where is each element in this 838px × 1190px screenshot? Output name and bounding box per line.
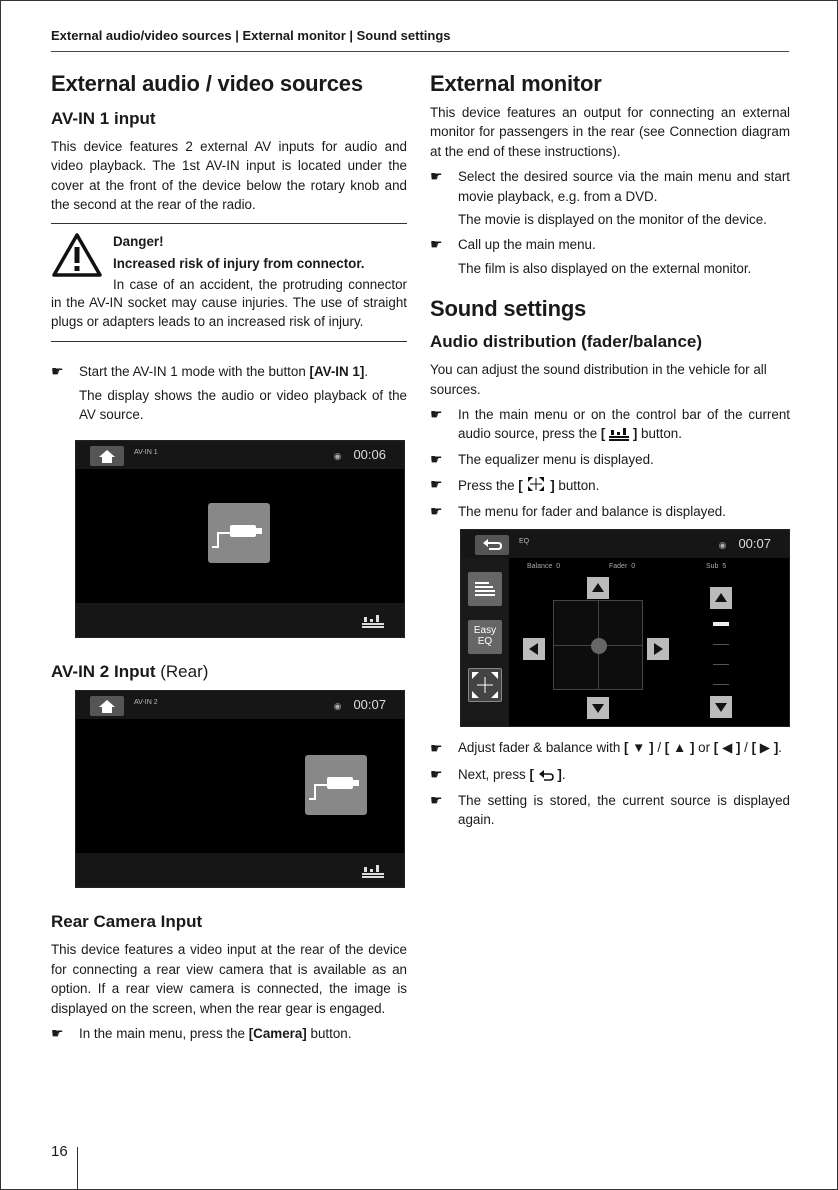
step-text: The equalizer menu is displayed. [458,451,654,467]
arrow-down-icon [710,696,732,718]
step-text-end: . [561,767,566,783]
screen-clock [719,536,771,551]
external-monitor-heading: External monitor [430,71,602,96]
step-text: The setting is stored, the current source is displayed again. [458,792,790,827]
sub-readout: Sub 5 [706,563,727,571]
av-source-icon [305,755,367,815]
sub-down-button[interactable] [710,696,732,718]
step-press-eq: ☛ In the main menu or on the control bar of the current audio source, press the [ ] button. [430,406,790,442]
step-select-source [430,167,790,206]
screen-menu-label: EQ [519,538,530,546]
fader-balance-screen [460,529,790,727]
step-text-end: button. [554,478,600,494]
fader-down-button[interactable] [587,697,609,719]
back-arrow-icon [475,535,509,555]
screen-clock [334,697,386,712]
step-main-menu [430,235,790,254]
fader-readout: Fader 0 [609,563,636,571]
audio-distribution-title: Audio distribution (fader/balance) [430,332,703,352]
balance-position-marker[interactable] [591,638,607,654]
pointing-hand-icon: ☛ [430,791,443,808]
warning-triangle-icon [51,232,103,278]
rear-camera-paragraph: This device features a video input at the rear of the device for connecting a rear view camera that is available as an option. If a rear view camera is connected, the image is displayed on the screen, when the rear gear is engaged. [51,942,407,1016]
av-source-icon [208,503,270,563]
step-text-end: button. [306,1025,352,1041]
step-stored [430,791,790,830]
home-icon [90,696,124,716]
back-arrow-icon [538,770,554,782]
screen-source-label: AV-IN 1 [134,449,158,457]
clock-text: 00:07 [738,536,771,552]
fader-balance-icon [469,669,501,701]
arrow-up-icon [587,577,609,599]
danger-warning-box [51,223,407,343]
step-fader-displayed [430,502,790,521]
screen-bottom-bar [76,853,404,887]
clock-icon: ◉ [718,540,727,551]
pointing-hand-icon: ☛ [51,1024,64,1041]
screen-side-panel [461,558,509,726]
equalizer-icon [468,572,502,606]
pointing-hand-icon: ☛ [430,450,443,467]
sub-level-slider[interactable] [713,614,729,692]
home-icon [90,446,124,466]
step-text: Call up the main menu. [458,237,596,253]
balance-readout: Balance 0 [527,563,561,571]
avin2-title-light: (Rear) [155,662,209,682]
step-text: Press the [458,478,519,494]
step-text: Start the AV-IN 1 mode with the button [79,364,310,380]
avin2-screen [75,690,405,888]
easy-eq-label-1: Easy [473,625,497,637]
eq-menu-button[interactable] [468,572,502,606]
equalizer-icon [609,428,629,441]
header-rule [51,51,789,52]
screen-bottom-bar [76,603,404,637]
external-monitor-paragraph: This device features an output for connecting an external monitor for passengers in the rear (see Connection diagram at the end of these instructions). [430,105,790,159]
pointing-hand-icon: ☛ [430,236,443,253]
arrow-down-icon [587,697,609,719]
screen-top-bar [76,441,404,469]
fader-balance-grid[interactable] [553,600,643,690]
pointing-hand-icon: ☛ [430,476,443,493]
clock-icon: ◉ [333,451,342,462]
left-column [51,71,407,1043]
result-movie-displayed: The movie is displayed on the monitor of the device. [458,212,767,228]
page-number: 16 [51,1143,68,1160]
easy-eq-label-2: EQ [477,636,493,648]
avin2-title [51,662,407,682]
step-text: In the main menu, press the [79,1025,249,1041]
warning-title: Danger! [113,233,164,249]
fader-balance-button[interactable] [468,668,502,702]
step-text: Adjust fader & balance with [458,740,624,756]
easy-eq-button[interactable] [468,620,502,654]
fader-up-button[interactable] [587,577,609,599]
step-text-end: . [364,364,369,380]
home-button[interactable] [90,696,124,716]
avin1-paragraph: This device features 2 external AV inputs for audio and video playback. The 1st AV-IN input is located under the cover at the front of the device below the rotary knob and the second at the rear of the radio. [51,139,407,213]
pointing-hand-icon: ☛ [430,406,443,423]
pointing-hand-icon: ☛ [430,766,443,783]
pointing-hand-icon: ☛ [430,502,443,519]
step-text: In the main menu or on the control bar of the current audio source, press the [458,407,790,442]
step-adjust: ☛ Adjust fader & balance with [ ▼ ] / [ ▲ ] or [ ◀ ] / [ ▶ ]. [430,737,790,759]
avin1-title: AV-IN 1 input [51,109,156,128]
step-text: Next, press [458,767,530,783]
arrow-right-icon [647,638,669,660]
equalizer-icon[interactable] [362,864,384,878]
step-text: Select the desired source via the main menu and start movie playback, e.g. from a DVD. [458,169,790,204]
warning-subtitle: Increased risk of injury from connector. [113,255,365,271]
step-next: ☛ Next, press [ ]. [430,765,790,784]
balance-left-button[interactable] [523,638,545,660]
step-camera [51,1024,407,1043]
step-eq-displayed [430,450,790,469]
fader-balance-icon [526,475,546,493]
screen-source-label: AV-IN 2 [134,699,158,707]
step-text: The menu for fader and balance is displayed. [458,503,726,519]
warning-body-text: In case of an accident, the protruding connector in the AV-IN socket may cause injuries. The use of straight plugs or adapters leads to an increased risk of injury. [51,276,407,329]
pointing-hand-icon: ☛ [51,363,64,380]
section-heading-external-av: External audio / video sources [51,71,363,96]
equalizer-icon[interactable] [362,614,384,628]
screen-top-bar [76,691,404,719]
step-start-avin1 [51,362,407,381]
home-button[interactable] [90,446,124,466]
result-avin1: The display shows the audio or video playback of the AV source. [79,387,407,422]
sub-slider-handle[interactable] [713,622,729,626]
arrow-up-icon [710,587,732,609]
screen-top-bar [461,530,789,558]
clock-text: 00:07 [353,697,386,713]
sound-settings-heading: Sound settings [430,296,587,322]
clock-icon: ◉ [333,701,342,712]
back-button[interactable] [475,535,509,555]
step-press-fader: ☛ Press the [ ] button. [430,476,600,494]
step-text-end: button. [637,426,682,442]
pointing-hand-icon: ☛ [430,168,443,185]
avin2-title-bold: AV-IN 2 Input [51,662,156,682]
arrow-left-icon [523,638,545,660]
page-number-rule [77,1147,78,1190]
sub-up-button[interactable] [710,587,732,609]
balance-right-button[interactable] [647,638,669,660]
running-header: External audio/video sources | External monitor | Sound settings [51,28,451,43]
right-column [430,71,790,829]
warning-body [51,276,407,332]
screen-clock [334,447,386,462]
avin1-button-ref: [AV-IN 1] [309,364,365,380]
rear-camera-title: Rear Camera Input [51,912,203,932]
avin1-screen [75,440,405,638]
camera-button-ref: [Camera] [248,1025,307,1041]
pointing-hand-icon: ☛ [430,740,443,757]
result-film-external: The film is also displayed on the external monitor. [458,260,752,276]
clock-text: 00:06 [353,447,386,463]
audio-distribution-paragraph: You can adjust the sound distribution in the vehicle for all sources. [430,362,767,397]
